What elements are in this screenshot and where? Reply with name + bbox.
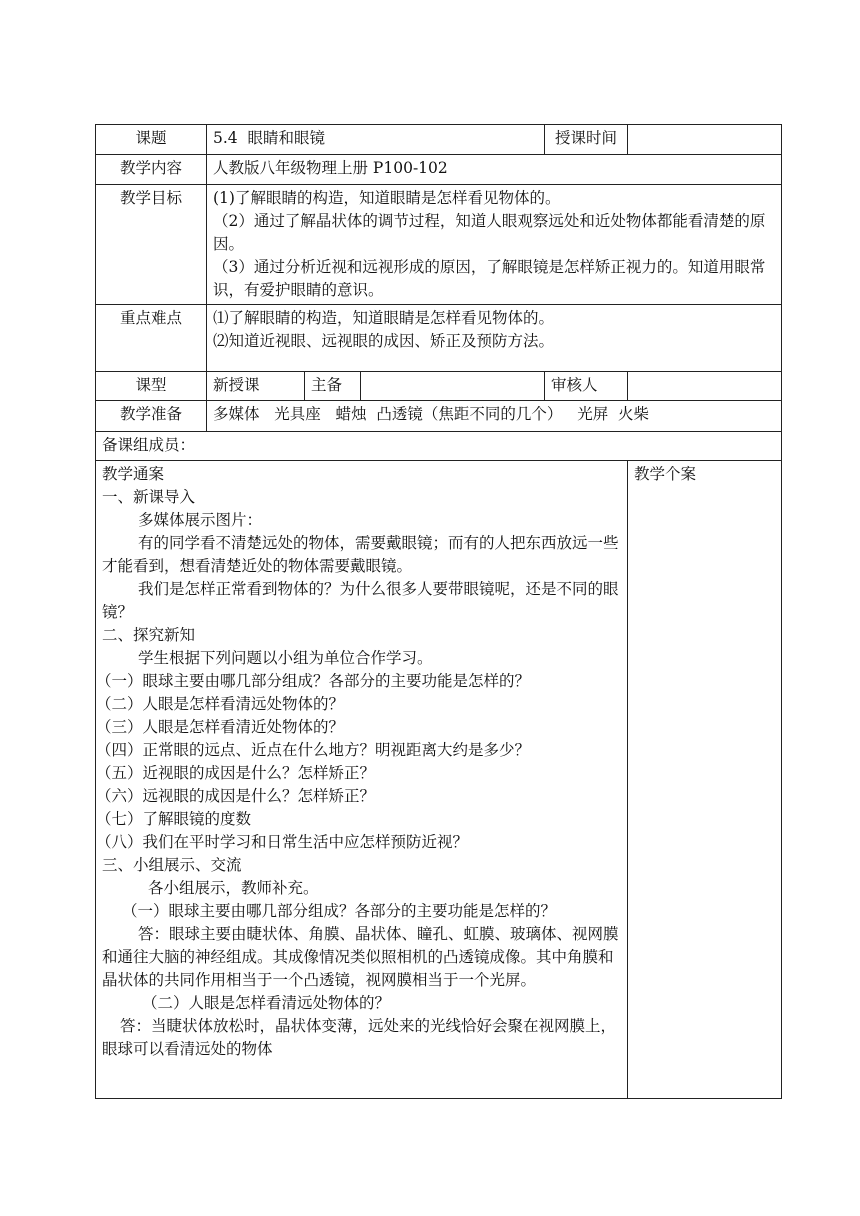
lead-label: 主备 [305, 372, 361, 401]
individual-plan-cell [628, 461, 782, 1099]
section-heading: 三、小组展示、交流 [102, 856, 242, 874]
key-point-item: ⑴了解眼睛的构造，知道眼睛是怎样看见物体的。 [213, 309, 555, 327]
key-points-row [96, 305, 782, 372]
paragraph: 有的同学看不清楚远处的物体，需要戴眼镜；而有的人把东西放远一些才能看到，想看清楚近处的物体需要戴眼镜。 [102, 534, 619, 575]
answer-paragraph: 答：当睫状体放松时，晶状体变薄，远处来的光线恰好会聚在视网膜上，眼球可以看清远处的物体 [102, 1017, 617, 1058]
goal-item: (1)了解眼睛的构造，知道眼睛是怎样看见物体的。 [213, 189, 561, 207]
individual-plan-title: 教学个案 [634, 465, 697, 483]
prep-label: 教学准备 [96, 401, 207, 432]
paragraph: 多媒体展示图片： [138, 511, 263, 529]
question-item: （四）正常眼的远点、近点在什么地方？明视距离大约是多少？ [96, 741, 531, 759]
review-value [628, 372, 782, 401]
main-row [96, 461, 782, 1099]
question-item: （一）眼球主要由哪几部分组成？各部分的主要功能是怎样的？ [96, 672, 531, 690]
key-points-cell [207, 305, 782, 372]
section-heading: 一、新课导入 [102, 488, 196, 506]
question-item: （五）近视眼的成因是什么？怎样矫正？ [96, 764, 376, 782]
time-label: 授课时间 [545, 125, 628, 155]
time-value [628, 125, 782, 155]
paragraph: 学生根据下列问题以小组为单位合作学习。 [138, 649, 433, 667]
goal-item: （3）通过分析近视和远视形成的原因，了解眼镜是怎样矫正视力的。知道用眼常识，有爱护眼睛的意识。 [213, 258, 766, 299]
members-label: 备课组成员： [96, 432, 782, 461]
answer-paragraph: 答：眼球主要由睫状体、角膜、晶状体、瞳孔、虹膜、玻璃体、视网膜和通往大脑的神经组成。其成像情况类似照相机的凸透镜成像。其中角膜和晶状体的共同作用相当于一个凸透镜，视网膜相当于一个光屏。 [102, 925, 619, 989]
goals-row [96, 185, 782, 305]
key-points-label: 重点难点 [96, 305, 207, 372]
lead-value [361, 372, 545, 401]
lesson-plan-document [95, 124, 781, 1099]
question-heading: （一）眼球主要由哪几部分组成？各部分的主要功能是怎样的？ [122, 902, 557, 920]
paragraph: 各小组展示，教师补充。 [148, 879, 319, 897]
question-item: （二）人眼是怎样看清远处物体的？ [96, 695, 345, 713]
goals-label: 教学目标 [96, 185, 207, 305]
paragraph: 我们是怎样正常看到物体的？为什么很多人要带眼镜呢，还是不同的眼镜？ [102, 580, 619, 621]
general-plan-cell [96, 461, 628, 1099]
topic-value: 5.4 眼睛和眼镜 [207, 125, 545, 155]
members-row [96, 432, 782, 461]
question-item: （六）远视眼的成因是什么？怎样矫正？ [96, 787, 376, 805]
question-item: （七）了解眼镜的度数 [96, 810, 252, 828]
topic-label: 课题 [96, 125, 207, 155]
goal-item: （2）通过了解晶状体的调节过程，知道人眼观察远处和近处物体都能看清楚的原因。 [213, 212, 766, 253]
type-value: 新授课 [207, 372, 305, 401]
content-label: 教学内容 [96, 155, 207, 185]
review-label: 审核人 [545, 372, 628, 401]
section-heading: 二、探究新知 [102, 626, 196, 644]
type-row [96, 372, 782, 401]
goals-cell [207, 185, 782, 305]
content-value: 人教版八年级物理上册 P100-102 [207, 155, 782, 185]
lesson-plan-table [95, 124, 782, 1099]
general-plan-title: 教学通案 [102, 465, 165, 483]
prep-value: 多媒体 光具座 蜡烛 凸透镜（焦距不同的几个） 光屏 火柴 [207, 401, 782, 432]
question-item: （八）我们在平时学习和日常生活中应怎样预防近视？ [96, 833, 469, 851]
topic-row [96, 125, 782, 155]
prep-row [96, 401, 782, 432]
question-heading: （二）人眼是怎样看清远处物体的？ [142, 994, 391, 1012]
key-point-item: ⑵知道近视眼、远视眼的成因、矫正及预防方法。 [213, 332, 555, 350]
question-item: （三）人眼是怎样看清近处物体的？ [96, 718, 345, 736]
type-label: 课型 [96, 372, 207, 401]
content-row [96, 155, 782, 185]
